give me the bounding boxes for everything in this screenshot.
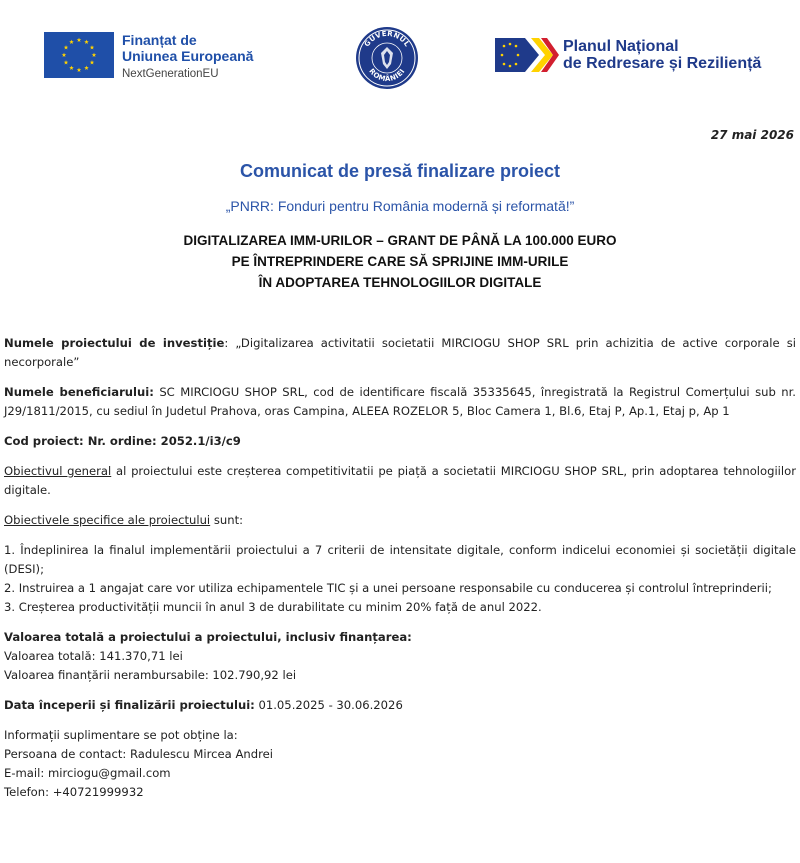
eu-logo-line1: Finanțat de bbox=[122, 32, 197, 48]
press-release-body bbox=[4, 334, 796, 813]
eu-flag-icon bbox=[44, 32, 114, 78]
press-release-date: 27 mai 2026 bbox=[710, 128, 794, 142]
project-name-label: Numele proiectului de investiție bbox=[4, 336, 225, 350]
contact-phone[interactable]: Telefon: +40721999932 bbox=[4, 785, 144, 799]
general-objective-paragraph bbox=[4, 462, 796, 500]
project-name-paragraph bbox=[4, 334, 796, 372]
specific-objectives-label: Obiectivele specifice ale proiectului bbox=[4, 513, 211, 527]
general-objective-label: Obiectivul general bbox=[4, 464, 112, 478]
project-value-label: Valoarea totală a proiectului a proiectului, inclusiv finanțarea: bbox=[4, 630, 412, 644]
eu-logo-line2: Uniunea Europeană bbox=[122, 48, 254, 64]
page-subtitle: „PNRR: Fonduri pentru România modernă și reformată!” bbox=[225, 198, 575, 214]
pnrr-logo-line1: Planul Național bbox=[563, 38, 679, 55]
svg-text:ROMÂNIEI: ROMÂNIEI bbox=[367, 67, 407, 84]
pnrr-flag-icon bbox=[495, 36, 559, 74]
headline-line: DIGITALIZAREA IMM-URILOR – GRANT DE PÂNĂ LA 100.000 EURO bbox=[183, 233, 617, 248]
beneficiary-value: SC MIRCIOGU SHOP SRL, cod de identificare fiscală 35335645, înregistrată la Registrul Comerțului sub nr. J29/1811/2015, cu sediul în Judetul Prahova, oras Campina, ALEEA ROZELOR 5, Bloc Camera 1, Bl.6, Etaj P, Ap.1, Etaj p, Ap 1 bbox=[4, 385, 796, 418]
specific-objective-item: 2. Instruirea a 1 angajat care vor utiliza echipamentele TIC și a unei persoane responsabile cu conducerea și controlul întreprinderii; bbox=[4, 581, 772, 595]
specific-objectives-suffix: sunt: bbox=[210, 513, 244, 527]
eu-logo-line3: NextGenerationEU bbox=[122, 68, 219, 80]
svg-text:GUVERNUL: GUVERNUL bbox=[362, 29, 412, 49]
pnrr-logo-line2: de Redresare și Reziliență bbox=[563, 55, 762, 72]
contact-block bbox=[4, 726, 796, 802]
page-title: Comunicat de presă finalizare proiect bbox=[239, 161, 561, 181]
general-objective-text: al proiectului este creșterea competitivitatii pe piață a societatii MIRCIOGU SHOP SRL, prin adoptarea tehnologiilor digitale. bbox=[4, 464, 796, 497]
project-name-value: : „Digitalizarea activitatii societatii MIRCIOGU SHOP SRL prin achizitia de active corporale si necorporale” bbox=[4, 336, 796, 369]
beneficiary-label: Numele beneficiarului: bbox=[4, 385, 154, 399]
project-dates-label: Data începerii și finalizării proiectului: bbox=[4, 698, 255, 712]
project-dates-value: 01.05.2025 - 30.06.2026 bbox=[254, 698, 403, 712]
headline bbox=[0, 230, 800, 293]
contact-person: Persoana de contact: Radulescu Mircea Andrei bbox=[4, 747, 273, 761]
project-grant-value: Valoarea finanțării nerambursabile: 102.790,92 lei bbox=[4, 668, 297, 682]
contact-intro: Informații suplimentare se pot obține la: bbox=[4, 728, 238, 742]
pnrr-logo bbox=[495, 36, 761, 74]
eu-funding-logo bbox=[44, 32, 253, 82]
beneficiary-paragraph bbox=[4, 383, 796, 421]
project-code: Cod proiect: Nr. ordine: 2052.1/i3/c9 bbox=[4, 434, 241, 448]
specific-objective-item: 1. Îndeplinirea la finalul implementării proiectului a 7 criterii de intensitate digitale, conform indicelui economiei și societății digitale (DESI); bbox=[4, 543, 796, 576]
project-total-value: Valoarea totală: 141.370,71 lei bbox=[4, 649, 183, 663]
government-seal-icon bbox=[355, 26, 419, 90]
specific-objective-item: 3. Creșterea productivității muncii în anul 3 de durabilitate cu minim 20% față de anul 2022. bbox=[4, 600, 542, 614]
header-logos bbox=[0, 0, 800, 110]
headline-line: ÎN ADOPTAREA TEHNOLOGIILOR DIGITALE bbox=[258, 275, 542, 290]
headline-line: PE ÎNTREPRINDERE CARE SĂ SPRIJINE IMM-URILE bbox=[231, 254, 569, 269]
project-value-block bbox=[4, 628, 796, 685]
project-dates-paragraph bbox=[4, 696, 796, 715]
contact-email[interactable]: E-mail: mirciogu@gmail.com bbox=[4, 766, 171, 780]
specific-objectives-heading bbox=[4, 511, 796, 530]
